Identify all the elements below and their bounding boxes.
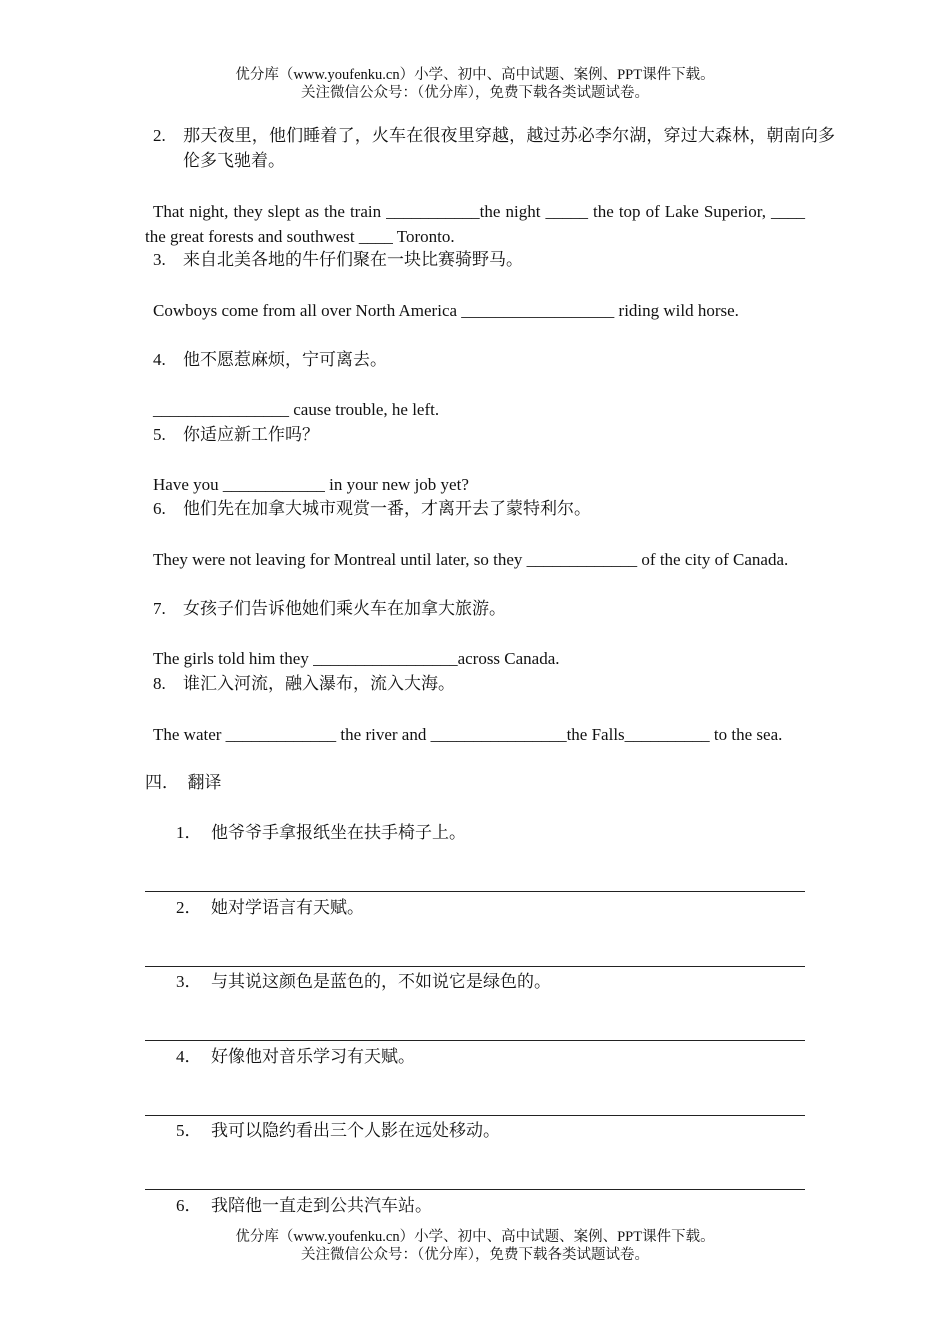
translation-item-5-text: 我可以隐约看出三个人影在远处移动。 <box>211 1121 500 1140</box>
answer-line-5[interactable] <box>145 1189 805 1190</box>
question-3-chinese <box>153 248 523 272</box>
question-7-chinese <box>153 597 506 621</box>
question-3-cn-text: 来自北美各地的牛仔们聚在一块比赛骑野马。 <box>183 250 523 269</box>
question-number: 3. <box>153 250 166 269</box>
item-number: 5． <box>176 1121 202 1140</box>
footer-line-1: 优分库（www.youfenku.cn）小学、初中、高中试题、案例、PPT课件下载。 <box>235 1229 715 1245</box>
question-number: 4. <box>153 350 166 369</box>
question-6-chinese <box>153 497 591 521</box>
translation-item-1 <box>176 821 466 845</box>
question-4-chinese <box>153 348 387 372</box>
section-4-title: 四． 翻译 <box>145 773 222 792</box>
question-7-cn-text: 女孩子们告诉他她们乘火车在加拿大旅游。 <box>183 599 506 618</box>
translation-item-6 <box>176 1194 432 1218</box>
question-2-english: That night, they slept as the train ___________the night _____ the top of Lake Superior, ____ the great forests and southwest ____ Toronto. <box>145 202 805 246</box>
answer-line-3[interactable] <box>145 1040 805 1041</box>
answer-line-2[interactable] <box>145 966 805 967</box>
item-number: 6． <box>176 1196 202 1215</box>
question-3-english: Cowboys come from all over North America __________________ riding wild horse. <box>153 301 739 320</box>
translation-item-3-text: 与其说这颜色是蓝色的，不如说它是绿色的。 <box>211 972 551 991</box>
question-5-english: Have you ____________ in your new job yet? <box>153 475 469 494</box>
question-2-cn-text: 那天夜里，他们睡着了，火车在很夜里穿越，越过苏必李尔湖，穿过大森林，朝南向多伦多飞驰着。 <box>183 126 835 170</box>
item-number: 1． <box>176 823 202 842</box>
question-number: 6. <box>153 499 166 518</box>
footer-line-2: 关注微信公众号：（优分库），免费下载各类试题试卷。 <box>301 1247 649 1263</box>
item-number: 4． <box>176 1047 202 1066</box>
translation-item-4 <box>176 1045 415 1069</box>
translation-item-3 <box>176 970 551 994</box>
question-4-english: ________________ cause trouble, he left. <box>153 400 440 419</box>
question-number: 8. <box>153 674 166 693</box>
question-number: 2. <box>153 126 166 145</box>
question-8-english: The water _____________ the river and ________________the Falls__________ to the sea. <box>153 725 783 744</box>
translation-item-6-text: 我陪他一直走到公共汽车站。 <box>211 1196 432 1215</box>
answer-line-1[interactable] <box>145 891 805 892</box>
question-5-chinese <box>153 423 319 447</box>
translation-item-2 <box>176 896 364 920</box>
item-number: 3． <box>176 972 202 991</box>
translation-item-4-text: 好像他对音乐学习有天赋。 <box>211 1047 415 1066</box>
translation-item-5 <box>176 1119 500 1143</box>
page-header <box>0 66 950 102</box>
translation-item-1-text: 他爷爷手拿报纸坐在扶手椅子上。 <box>211 823 466 842</box>
question-7-english: The girls told him they _________________across Canada. <box>153 649 560 668</box>
answer-line-4[interactable] <box>145 1115 805 1116</box>
question-4-cn-text: 他不愿惹麻烦，宁可离去。 <box>183 350 387 369</box>
question-number: 7. <box>153 599 166 618</box>
header-line-1: 优分库（www.youfenku.cn）小学、初中、高中试题、案例、PPT课件下载。 <box>235 67 715 83</box>
item-number: 2． <box>176 898 202 917</box>
translation-item-2-text: 她对学语言有天赋。 <box>211 898 364 917</box>
question-6-cn-text: 他们先在加拿大城市观赏一番，才离开去了蒙特利尔。 <box>183 499 591 518</box>
question-8-cn-text: 谁汇入河流，融入瀑布，流入大海。 <box>183 674 455 693</box>
question-6-english: They were not leaving for Montreal until later, so they _____________ of the city of Canada. <box>153 550 789 569</box>
question-2-chinese <box>153 123 835 173</box>
question-5-cn-text: 你适应新工作吗？ <box>183 425 319 444</box>
header-line-2: 关注微信公众号：（优分库），免费下载各类试题试卷。 <box>301 85 649 101</box>
question-number: 5. <box>153 425 166 444</box>
page-footer <box>0 1228 950 1264</box>
question-8-chinese <box>153 672 455 696</box>
